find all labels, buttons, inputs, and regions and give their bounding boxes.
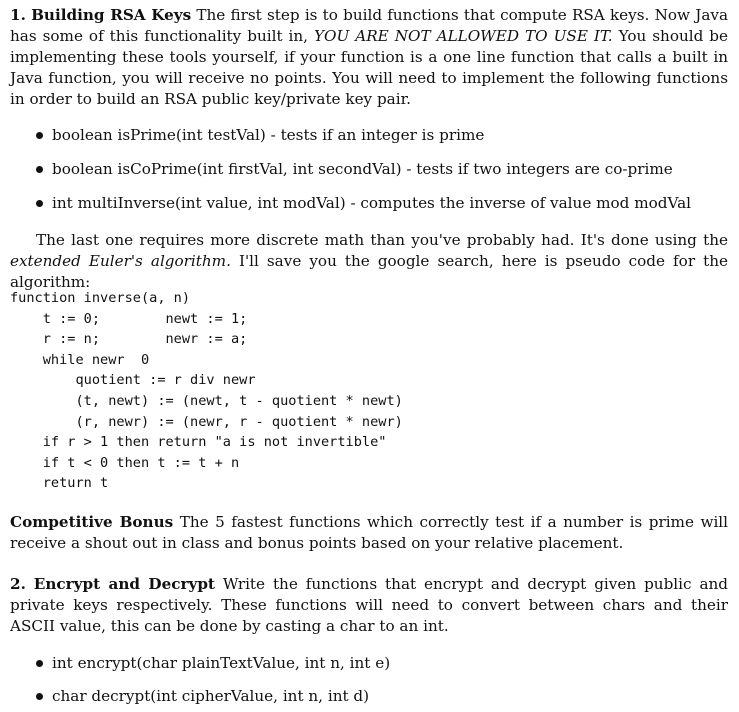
list-item xyxy=(10,653,728,674)
bullet-icon xyxy=(36,200,43,207)
section2-title: Encrypt and Decrypt xyxy=(33,575,215,593)
bullet-icon xyxy=(36,660,43,667)
code-line: function inverse(a, n) xyxy=(10,290,191,306)
section2-intro xyxy=(10,574,728,637)
algorithm-note-text-1: The last one requires more discrete math than you've probably had. It's done using the xyxy=(36,231,728,249)
code-line: if r > 1 then return "a is not invertible" xyxy=(10,434,387,451)
bullet-icon xyxy=(36,166,43,173)
bonus-text: The 5 fastest functions which correctly test if a number is prime will receive a shout out in class and bonus points based on your relative placement. xyxy=(10,513,729,552)
section2-number: 2. xyxy=(10,575,26,593)
list-item-text: int multiInverse(int value, int modVal) - computes the inverse of value mod modVal xyxy=(52,194,691,212)
bullet-icon xyxy=(36,693,43,700)
code-line: quotient := r div newr xyxy=(10,372,256,389)
list-item-text: boolean isCoPrime(int firstVal, int secondVal) - tests if two integers are co-prime xyxy=(52,160,673,178)
code-line: (t, newt) := (newt, t - quotient * newt) xyxy=(10,392,403,409)
list-item xyxy=(10,125,728,146)
section1-intro xyxy=(10,5,728,110)
bonus-paragraph xyxy=(10,512,728,554)
bonus-title: Competitive Bonus xyxy=(10,513,174,531)
section1-function-list xyxy=(10,125,728,214)
list-item xyxy=(10,159,728,180)
section1-intro-emphasis: YOU ARE NOT ALLOWED TO USE IT. xyxy=(314,27,613,45)
code-line: while newr 0 xyxy=(10,351,150,368)
code-line: r := n; newr := a; xyxy=(10,331,248,348)
section2-intro-text: Write the functions that encrypt and decrypt given public and private keys respectively. These functions will need to convert between chars and their ASCII value, this can be done by casting a char to an int. xyxy=(10,575,729,635)
algorithm-note-emphasis: extended Euler's algorithm. xyxy=(10,252,231,270)
section1-intro-text-2: You should be implementing these tools yourself, if your function is a one line function that calls a built in Java function, you will receive no points. You will need to implement the following functions in order to build an RSA public key/private key pair. xyxy=(10,27,729,108)
code-line: (r, newr) := (newr, r - quotient * newr) xyxy=(10,413,403,430)
list-item-text: boolean isPrime(int testVal) - tests if an integer is prime xyxy=(52,126,485,144)
list-item-text: char decrypt(int cipherValue, int n, int d) xyxy=(52,687,370,705)
code-line: if t < 0 then t := t + n xyxy=(10,454,240,471)
list-item-text: int encrypt(char plainTextValue, int n, int e) xyxy=(52,654,391,672)
bullet-icon xyxy=(36,132,43,139)
pseudocode-block xyxy=(10,288,403,494)
section1-number: 1. xyxy=(10,6,26,24)
section1-title: Building RSA Keys xyxy=(31,6,192,24)
code-line: t := 0; newt := 1; xyxy=(10,310,248,327)
algorithm-note-text-2: I'll save you the google search, here is pseudo code for the algorithm: xyxy=(10,252,728,291)
section2-function-list xyxy=(10,653,728,707)
algorithm-note xyxy=(10,230,728,293)
list-item xyxy=(10,686,728,707)
section1-intro-text-1: The first step is to build functions that compute RSA keys. Now Java has some of this functionality built in, xyxy=(10,6,729,45)
code-line: return t xyxy=(10,475,109,492)
list-item xyxy=(10,193,728,214)
